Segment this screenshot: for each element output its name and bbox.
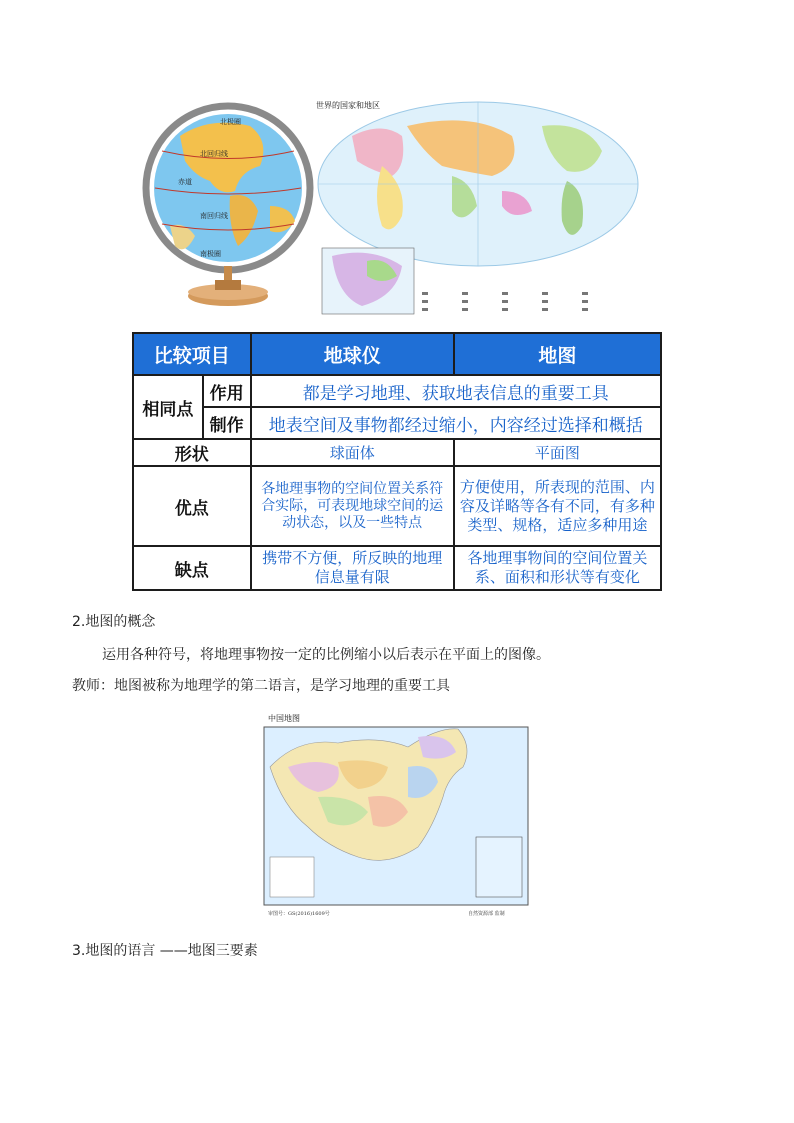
world-map-image <box>312 96 644 320</box>
function-value: 都是学习地理、获取地表信息的重要工具 <box>251 375 661 407</box>
shape-label: 形状 <box>133 439 251 466</box>
globe-image <box>140 96 318 318</box>
cons-label: 缺点 <box>133 546 251 590</box>
section-heading-2: 2.地图的概念 <box>72 614 156 630</box>
pros-label: 优点 <box>133 466 251 546</box>
pros-map: 方便使用，所表现的范围、内容及详略等各有不同，有多种类型、规格，适应多种用途 <box>454 466 661 546</box>
table-row-making <box>133 407 661 439</box>
map-concept-text: 运用各种符号，将地理事物按一定的比例缩小以后表示在平面上的图像。 <box>102 647 550 663</box>
cons-globe: 携带不方便，所反映的地理信息量有限 <box>251 546 454 590</box>
header-compare-item: 比较项目 <box>133 333 251 375</box>
china-map-footer-right: 自然资源部 监制 <box>468 911 505 917</box>
teacher-text: 教师：地图被称为地理学的第二语言，是学习地理的重要工具 <box>72 678 450 694</box>
making-label: 制作 <box>203 407 251 439</box>
table-row-pros <box>133 466 661 546</box>
tropic-cancer-label: 北回归线 <box>200 150 228 158</box>
same-points-label: 相同点 <box>133 375 203 439</box>
header-map: 地图 <box>454 333 661 375</box>
table-row-cons <box>133 546 661 590</box>
china-map-title: 中国地图 <box>268 714 300 723</box>
shape-globe: 球面体 <box>251 439 454 466</box>
function-label: 作用 <box>203 375 251 407</box>
making-value: 地表空间及事物都经过缩小，内容经过选择和概括 <box>251 407 661 439</box>
table-header-row <box>133 333 661 375</box>
table-row-function <box>133 375 661 407</box>
section-heading-3: 3.地图的语言 ——地图三要素 <box>72 943 258 959</box>
china-map-footer-left: 审图号：GS(2016)1609号 <box>268 911 330 917</box>
cons-map: 各地理事物间的空间位置关系、面积和形状等有变化 <box>454 546 661 590</box>
china-map-image <box>258 707 534 921</box>
tropic-capricorn-label: 南回归线 <box>200 212 228 220</box>
equator-label: 赤道 <box>178 178 192 186</box>
comparison-table <box>132 332 662 591</box>
pros-globe: 各地理事物的空间位置关系符合实际，可表现地球空间的运动状态，以及一些特点 <box>251 466 454 546</box>
world-map-title: 世界的国家和地区 <box>316 101 380 110</box>
arctic-circle-label: 北极圈 <box>220 118 241 126</box>
shape-map: 平面图 <box>454 439 661 466</box>
header-globe: 地球仪 <box>251 333 454 375</box>
antarctic-circle-label: 南极圈 <box>200 250 221 258</box>
table-row-shape <box>133 439 661 466</box>
